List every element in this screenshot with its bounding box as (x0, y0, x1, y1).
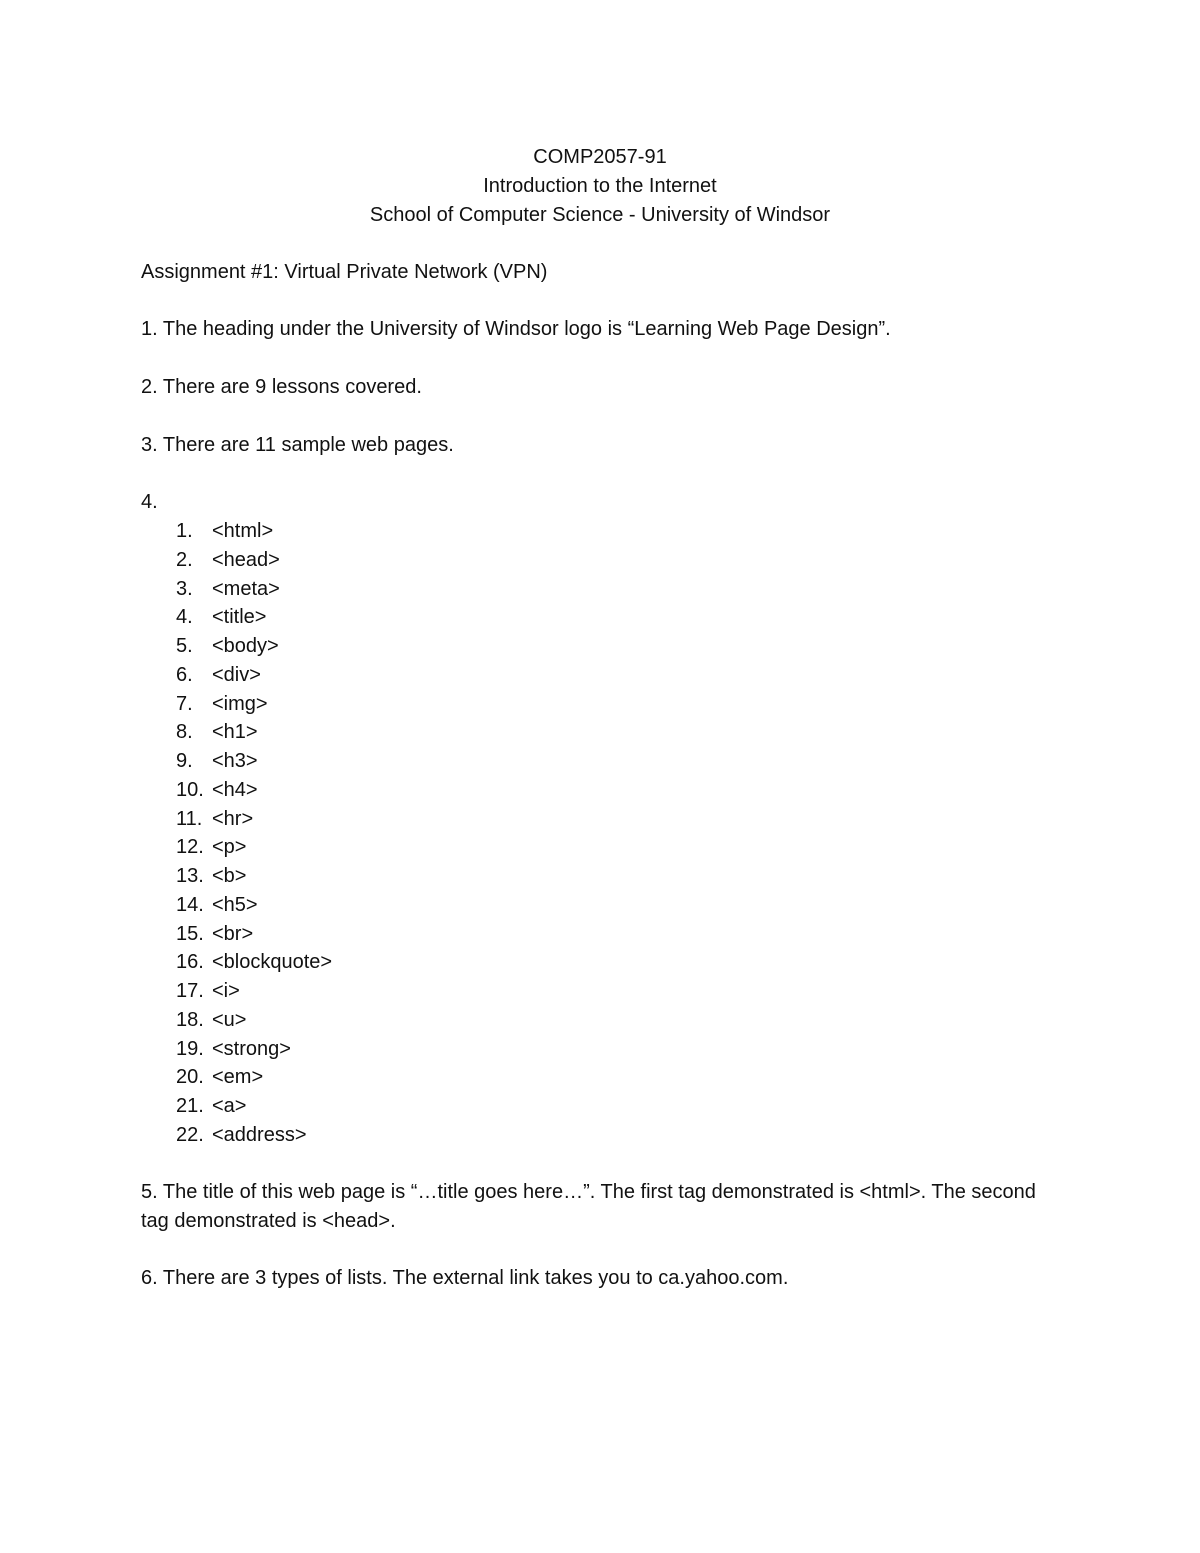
list-item-number: 8. (176, 721, 193, 744)
list-item-tag: <meta> (212, 577, 280, 600)
list-item (176, 891, 332, 920)
answer-1: 1. The heading under the University of Windsor logo is “Learning Web Page Design”. (141, 318, 891, 340)
list-item (176, 546, 332, 575)
list-item-tag: <strong> (212, 1037, 291, 1060)
list-item-number: 22. (176, 1123, 204, 1146)
list-item-number: 12. (176, 836, 204, 859)
list-item-tag: <blockquote> (212, 951, 333, 974)
list-item-tag: <a> (212, 1095, 247, 1117)
list-item-tag: <h5> (212, 893, 258, 916)
list-item (176, 747, 332, 776)
answer-4-label: 4. (141, 491, 158, 513)
list-item-tag: <em> (212, 1066, 264, 1089)
list-item (176, 833, 332, 862)
list-item-number: 2. (176, 548, 193, 571)
list-item-tag: <br> (212, 922, 254, 945)
course-code: COMP2057-91 (533, 146, 667, 168)
list-item (176, 1063, 332, 1092)
list-item-tag: <div> (212, 663, 261, 686)
list-item (176, 575, 332, 604)
list-item-tag: <body> (212, 635, 279, 657)
list-item (176, 977, 332, 1006)
list-item-number: 18. (176, 1008, 204, 1031)
list-item (176, 603, 332, 632)
list-item (176, 690, 332, 719)
document-header (0, 143, 1200, 230)
answer-2: 2. There are 9 lessons covered. (141, 376, 422, 398)
list-item-tag: <head> (212, 548, 280, 571)
answer-3: 3. There are 11 sample web pages. (141, 434, 454, 456)
list-item (176, 920, 332, 949)
list-item-number: 13. (176, 865, 204, 887)
course-title: Introduction to the Internet (483, 175, 717, 197)
school-name: School of Computer Science - University of Windsor (369, 204, 831, 226)
list-item (176, 1092, 332, 1121)
list-item-tag: <h1> (212, 721, 258, 744)
list-item-number: 6. (176, 663, 193, 686)
list-item-number: 4. (176, 606, 193, 629)
list-item-tag: <i> (212, 980, 240, 1002)
list-item-tag: <u> (212, 1008, 247, 1031)
list-item (176, 862, 332, 891)
list-item-number: 5. (176, 635, 193, 657)
list-item-tag: <hr> (212, 807, 254, 830)
list-item-tag: <h4> (212, 778, 258, 801)
list-item (176, 776, 332, 805)
html-tag-list (176, 517, 332, 1150)
list-item (176, 632, 332, 661)
list-item (176, 1121, 332, 1150)
list-item (176, 1006, 332, 1035)
list-item-number: 10. (176, 778, 204, 801)
list-item-number: 7. (176, 692, 193, 715)
answer-5: 5. The title of this web page is “…title goes here…”. The first tag demonstrated is <html>. The second tag demonstrated is <head>. (141, 1181, 1036, 1232)
assignment-title: Assignment #1: Virtual Private Network (VPN) (141, 261, 548, 283)
list-item-number: 16. (176, 951, 204, 974)
list-item-tag: <html> (212, 520, 274, 542)
list-item-number: 15. (176, 922, 204, 945)
list-item (176, 661, 332, 690)
list-item-tag: <h3> (212, 750, 258, 772)
list-item (176, 1035, 332, 1064)
list-item (176, 718, 332, 747)
list-item-number: 3. (176, 577, 193, 600)
list-item (176, 805, 332, 834)
list-item (176, 948, 332, 977)
list-item-number: 1. (176, 520, 193, 542)
list-item-tag: <title> (212, 606, 267, 629)
list-item-number: 19. (176, 1037, 204, 1060)
list-item-tag: <b> (212, 865, 247, 887)
list-item (176, 517, 332, 546)
list-item-number: 20. (176, 1066, 204, 1089)
list-item-number: 21. (176, 1095, 204, 1117)
list-item-number: 17. (176, 980, 204, 1002)
list-item-tag: <p> (212, 836, 247, 859)
list-item-tag: <address> (212, 1123, 307, 1146)
list-item-number: 11. (176, 807, 203, 830)
list-item-number: 14. (176, 893, 204, 916)
list-item-tag: <img> (212, 692, 268, 715)
answer-6: 6. There are 3 types of lists. The external link takes you to ca.yahoo.com. (141, 1267, 789, 1289)
list-item-number: 9. (176, 750, 193, 772)
